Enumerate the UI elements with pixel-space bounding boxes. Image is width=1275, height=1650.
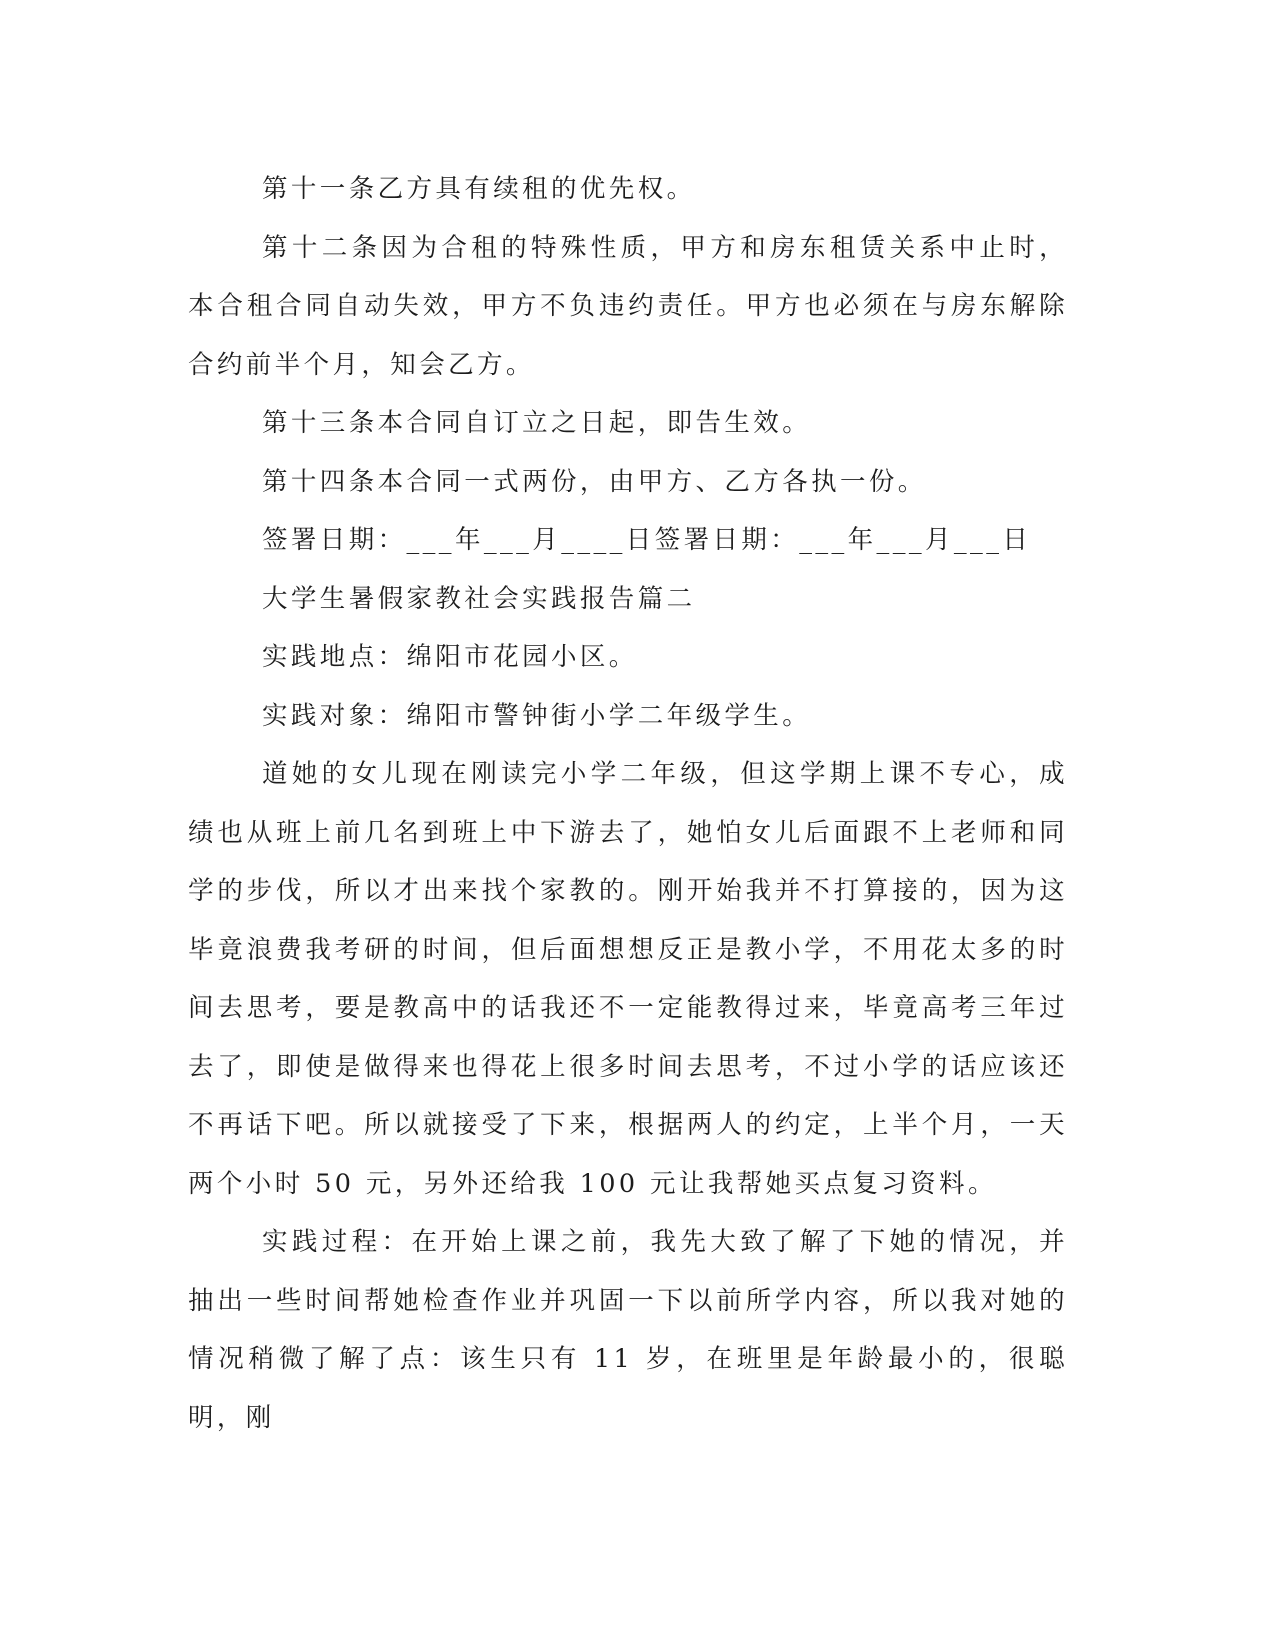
section-heading: 大学生暑假家教社会实践报告篇二 [262, 583, 696, 614]
paragraph-practice-process: 实践过程：在开始上课之前，我先大致了解了下她的情况，并抽出一些时间帮她检查作业并巩固一下以前所学内容，所以我对她的情况稍微了解了点：该生只有 11 岁，在班里是年龄最小的，很聪明，刚 [188, 1227, 1068, 1433]
document-body [188, 160, 1068, 1447]
paragraph-article-13: 第十三条本合同自订立之日起，即告生效。 [262, 408, 812, 438]
practice-target: 实践对象：绵阳市警钟街小学二年级学生。 [262, 700, 812, 731]
paragraph-background: 道她的女儿现在刚读完小学二年级，但这学期上课不专心，成绩也从班上前几名到班上中下游去了，她怕女儿后面跟不上老师和同学的步伐，所以才出来找个家教的。刚开始我并不打算接的，因为这毕竟浪费我考研的时间，但后面想想反正是教小学，不用花太多的时间去思考，要是教高中的话我还不一定能教得过来，毕竟高考三年过去了，即使是做得来也得花上很多时间去思考，不过小学的话应该还不再话下吧。所以就接受了下来，根据两人的约定，上半个月，一天两个小时 50 元，另外还给我 100 元让我帮她买点复习资料。 [188, 759, 1068, 1199]
paragraph-article-14: 第十四条本合同一式两份，由甲方、乙方各执一份。 [262, 466, 927, 497]
practice-location: 实践地点：绵阳市花园小区。 [262, 642, 638, 672]
signature-date-line: 签署日期：___年___月____日签署日期：___年___月___日 [262, 525, 1032, 555]
paragraph-article-11: 第十一条乙方具有续租的优先权。 [262, 174, 696, 204]
paragraph-article-12: 第十二条因为合租的特殊性质，甲方和房东租赁关系中止时，本合租合同自动失效，甲方不负违约责任。甲方也必须在与房东解除合约前半个月，知会乙方。 [188, 232, 1068, 380]
